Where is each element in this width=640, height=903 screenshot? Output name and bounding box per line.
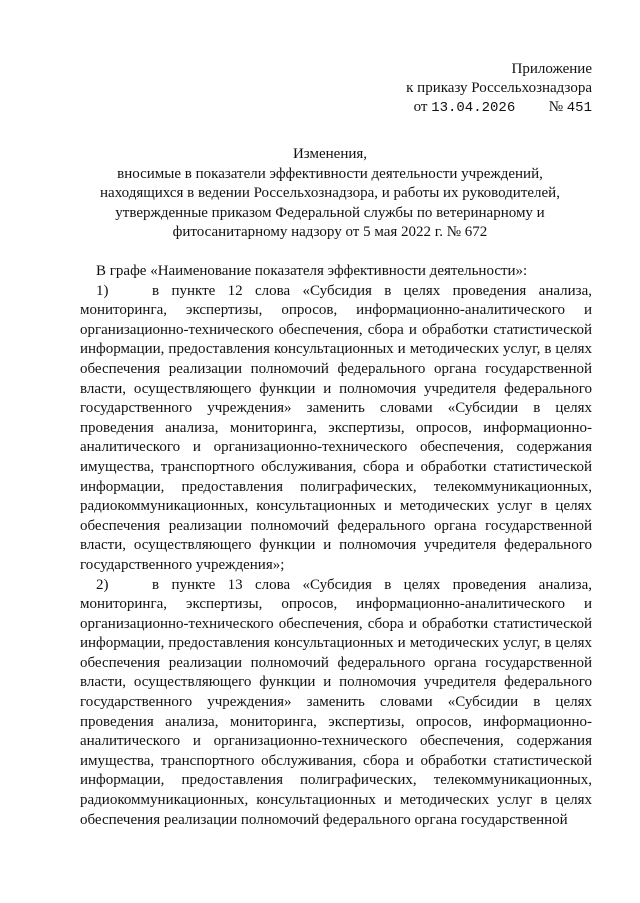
item-text: в пункте 13 слова «Субсидия в целях проведения анализа, мониторинга, экспертизы, опросов, информационно-аналитического и организационно-технического обеспечения, сбора и обработки статистической информации, предоставления консультационных и методических услуг, в целях обеспечения реализации полномочий федерального органа государственной власти, осуществляющего функции и полномочия учредителя федерального государственного учреждения» заменить словами «Субсидии в целях проведения анализа, мониторинга, экспертизы, опросов, информационно-аналитического и организационно-технического обеспечения, содержания имущества, транспортного обслуживания, сбора и обработки статистической информации, предоставления полиграфических, телекоммуникационных, радиокоммуникационных, консультационных и методических услуг в целях обеспечения реализации полномочий федерального органа государственной	[80, 576, 592, 828]
item-text: в пункте 12 слова «Субсидия в целях проведения анализа, мониторинга, экспертизы, опросов, информационно-аналитического и организационно-технического обеспечения, сбора и обработки статистической информации, предоставления консультационных и методических услуг, в целях обеспечения реализации полномочий федерального органа государственной власти, осуществляющего функции и полномочия учредителя федерального государственного учреждения» заменить словами «Субсидии в целях проведения анализа, мониторинга, экспертизы, опросов, информационно-аналитического и организационно-технического обеспечения, содержания имущества, транспортного обслуживания, сбора и обработки статистической информации, предоставления полиграфических, телекоммуникационных, радиокоммуникационных, консультационных и методических услуг в целях обеспечения реализации полномочий федерального органа государственной власти, осуществляющего функции и полномочия учредителя федерального государственного учреждения»;	[80, 282, 592, 573]
title-line-3: находящихся в ведении Россельхознадзора, и работы их руководителей,	[100, 185, 560, 201]
appendix-label: Приложение	[511, 61, 592, 77]
appendix-header	[406, 60, 592, 118]
list-item	[80, 282, 592, 576]
title-line-4: утвержденные приказом Федеральной службы по ветеринарному и	[115, 204, 545, 221]
title-line-1: Изменения,	[292, 146, 368, 162]
order-reference: к приказу Россельхознадзора	[406, 80, 592, 96]
list-item	[80, 576, 592, 831]
document-title	[80, 145, 580, 243]
intro-paragraph: В графе «Наименование показателя эффективности деятельности»:	[96, 263, 528, 279]
item-number: 2)	[96, 576, 109, 593]
document-body	[80, 262, 592, 830]
date-prefix: от	[413, 99, 428, 115]
number-prefix: №	[548, 99, 564, 115]
order-date-number	[406, 98, 592, 118]
order-date: 13.04.2026	[431, 100, 516, 116]
order-number: 451	[566, 100, 592, 116]
title-line-5: фитосанитарному надзору от 5 мая 2022 г. № 672	[172, 224, 488, 240]
item-number: 1)	[96, 282, 109, 299]
title-line-2: вносимые в показатели эффективности деятельности учреждений,	[117, 165, 543, 182]
